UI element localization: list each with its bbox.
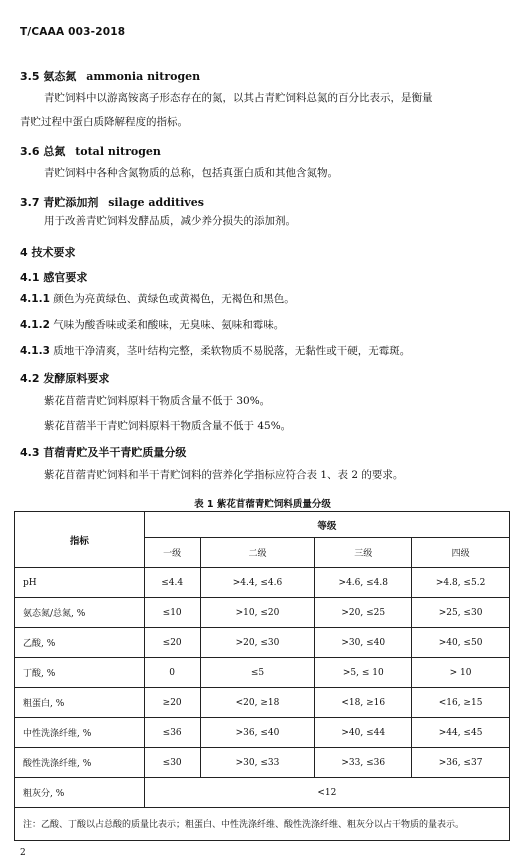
table-note: 注：乙酸、丁酸以占总酸的质量比表示；粗蛋白、中性洗涤纤维、酸性洗涤纤维、粗灰分以占干物质的量表示。 [15, 808, 510, 841]
table-cell: >4.6, ≤4.8 [315, 568, 412, 598]
row-label: 中性洗涤纤维, % [15, 718, 145, 748]
table-cell: >25, ≤30 [412, 598, 510, 628]
table-cell: ≥20 [144, 688, 200, 718]
grade-3-header: 三级 [315, 538, 412, 568]
table-row [15, 658, 510, 688]
section-3-5-line2: 青贮过程中蛋白质降解程度的指标。 [20, 116, 188, 128]
table-cell: >20, ≤25 [315, 598, 412, 628]
section-3-7-line1: 用于改善青贮饲料发酵品质，减少养分损失的添加剂。 [44, 215, 296, 227]
section-number: 3.6 [20, 145, 40, 158]
table-cell: >33, ≤36 [315, 748, 412, 778]
section-number: 3.5 [20, 70, 40, 83]
section-4-1-1 [20, 288, 502, 311]
table-cell: ≤30 [144, 748, 200, 778]
table-cell: <18, ≥16 [315, 688, 412, 718]
table-cell: ≤4.4 [144, 568, 200, 598]
table-cell: ≤5 [200, 658, 315, 688]
row-label: pH [15, 568, 145, 598]
page-number: 2 [20, 848, 26, 858]
row-label: 粗蛋白, % [15, 688, 145, 718]
table-cell: >40, ≤50 [412, 628, 510, 658]
section-text: 质地干净清爽，茎叶结构完整，柔软物质不易脱落，无黏性或干硬，无霉斑。 [53, 345, 411, 357]
section-number: 3.7 [20, 196, 40, 209]
section-4-heading [20, 244, 76, 260]
table-cell: ≤10 [144, 598, 200, 628]
section-title: 感官要求 [43, 271, 88, 284]
section-number: 4.1 [20, 271, 40, 284]
table-cell: <12 [144, 778, 509, 808]
section-title: 苜蓿青贮及半干青贮质量分级 [43, 446, 187, 459]
section-number: 4.1.2 [20, 319, 50, 331]
section-4-1-2 [20, 314, 502, 337]
header-indicator: 指标 [15, 512, 145, 568]
section-number: 4.1.1 [20, 293, 50, 305]
table-cell: >36, ≤40 [200, 718, 315, 748]
quality-grade-table [14, 511, 510, 841]
table-row [15, 688, 510, 718]
table-cell: >44, ≤45 [412, 718, 510, 748]
table-cell: >20, ≤30 [200, 628, 315, 658]
section-4-3-heading [20, 444, 186, 460]
table-cell: ≤36 [144, 718, 200, 748]
section-title-en: ammonia nitrogen [86, 70, 201, 83]
section-title: 总氮 [43, 145, 66, 158]
section-4-3-line1: 紫花苜蓿青贮饲料和半干青贮饲料的营养化学指标应符合表 1、表 2 的要求。 [44, 469, 404, 481]
section-title-en: total nitrogen [75, 145, 161, 158]
section-4-2-heading [20, 370, 109, 386]
section-text: 气味为酸香味或柔和酸味，无臭味、氨味和霉味。 [53, 319, 285, 331]
table-cell: >40, ≤44 [315, 718, 412, 748]
section-title: 青贮添加剂 [43, 196, 99, 209]
table-cell: >5, ≤ 10 [315, 658, 412, 688]
section-3-6-heading [20, 143, 161, 159]
grade-2-header: 二级 [200, 538, 315, 568]
section-3-5-heading [20, 68, 200, 84]
section-title-en: silage additives [108, 196, 204, 209]
table-cell: ≤20 [144, 628, 200, 658]
table-cell: >36, ≤37 [412, 748, 510, 778]
table-cell: >30, ≤40 [315, 628, 412, 658]
row-label: 氨态氮/总氮, % [15, 598, 145, 628]
section-4-1-heading [20, 269, 87, 285]
section-3-7-heading [20, 194, 204, 210]
table-row [15, 628, 510, 658]
table-cell: >4.8, ≤5.2 [412, 568, 510, 598]
table-row [15, 718, 510, 748]
section-4-2-line2: 紫花苜蓿半干青贮饲料原料干物质含量不低于 45%。 [44, 420, 292, 432]
section-4-1-3 [20, 340, 502, 363]
row-label: 粗灰分, % [15, 778, 145, 808]
section-3-6-line1: 青贮饲料中各种含氮物质的总称，包括真蛋白质和其他含氮物。 [44, 167, 338, 179]
table-row [15, 748, 510, 778]
section-number: 4 [20, 246, 28, 259]
section-4-2-line1: 紫花苜蓿青贮饲料原料干物质含量不低于 30%。 [44, 395, 271, 407]
row-label: 乙酸, % [15, 628, 145, 658]
table-row [15, 598, 510, 628]
section-title: 发酵原料要求 [43, 372, 110, 385]
table-row [15, 568, 510, 598]
section-3-5-line1: 青贮饲料中以游离铵离子形态存在的氮，以其占青贮饲料总氮的百分比表示，是衡量 [44, 92, 433, 104]
table-cell: <16, ≥15 [412, 688, 510, 718]
section-title: 氨态氮 [43, 70, 77, 83]
table-row [15, 778, 510, 808]
table-cell: >10, ≤20 [200, 598, 315, 628]
section-number: 4.1.3 [20, 345, 50, 357]
table-caption: 表 1 紫花苜蓿青贮饲料质量分级 [194, 499, 331, 510]
grade-1-header: 一级 [144, 538, 200, 568]
document-code: T/CAAA 003-2018 [20, 26, 126, 38]
section-number: 4.3 [20, 446, 40, 459]
section-text: 颜色为亮黄绿色、黄绿色或黄褐色，无褐色和黑色。 [53, 293, 295, 305]
table-cell: 0 [144, 658, 200, 688]
section-number: 4.2 [20, 372, 40, 385]
table-cell: <20, ≥18 [200, 688, 315, 718]
row-label: 酸性洗涤纤维, % [15, 748, 145, 778]
header-grade: 等级 [144, 512, 509, 538]
row-label: 丁酸, % [15, 658, 145, 688]
table-cell: >4.4, ≤4.6 [200, 568, 315, 598]
grade-4-header: 四级 [412, 538, 510, 568]
table-cell: >30, ≤33 [200, 748, 315, 778]
section-title: 技术要求 [31, 246, 76, 259]
table-cell: > 10 [412, 658, 510, 688]
